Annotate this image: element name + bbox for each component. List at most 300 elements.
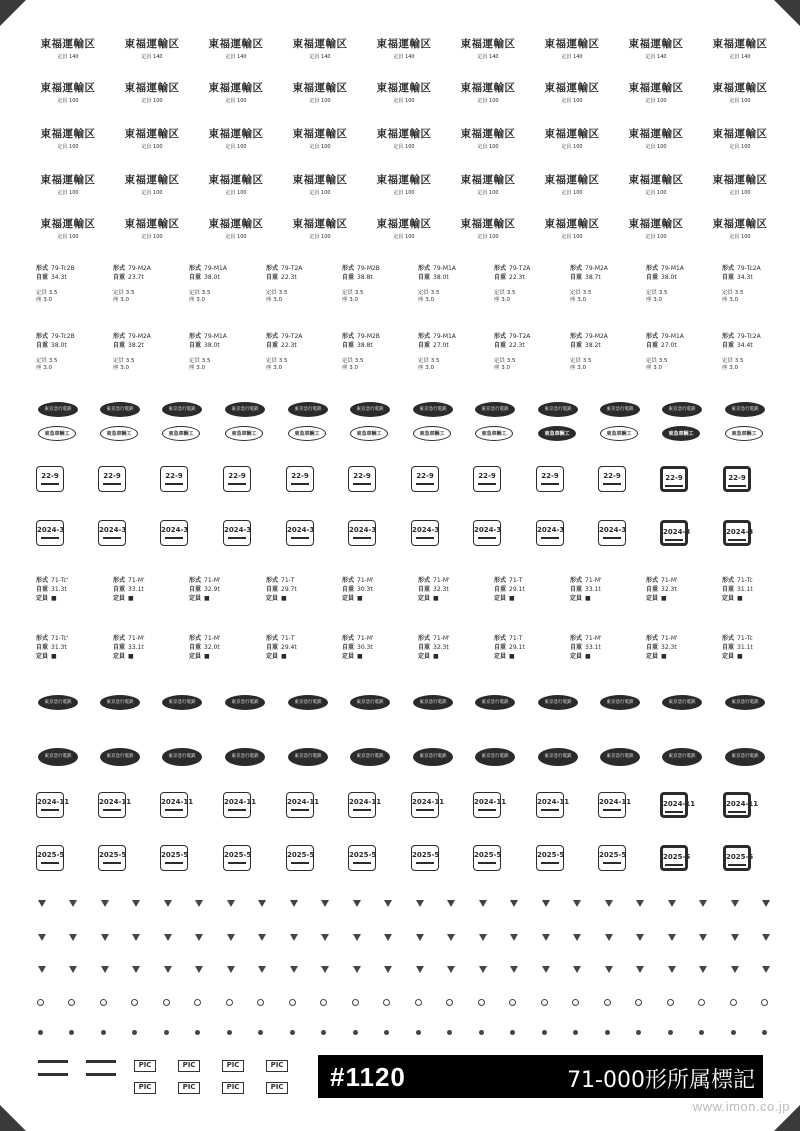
plate-type: 形式 79-M2A	[570, 265, 608, 272]
inspection-date: 2025-5	[663, 853, 691, 861]
inspection-box	[286, 845, 314, 871]
company-oval: 東京急行電鉄	[600, 695, 640, 710]
inspection-underline	[541, 862, 559, 864]
depot-caption: 定員 100	[225, 144, 247, 150]
capacity-plate	[722, 332, 790, 350]
depot-mark	[536, 216, 608, 240]
depot-label: 東福運輸区	[544, 174, 600, 186]
inspection-date: 2024-11	[99, 798, 132, 806]
depot-caption: 定員 100	[141, 234, 163, 240]
triangle-mark	[479, 934, 487, 941]
plate-weight: 自重 30.3t	[342, 586, 373, 593]
pic-label: PIC	[134, 1082, 156, 1094]
capacity-plate-71	[189, 634, 257, 661]
capacity-values	[36, 358, 78, 372]
capacity-values	[189, 358, 231, 372]
company-oval: 東京急行電鉄	[288, 695, 328, 710]
inspection-box	[536, 845, 564, 871]
circle-mark	[194, 999, 201, 1006]
capacity-plate	[189, 264, 257, 282]
capacity-plate-71	[570, 634, 638, 661]
plate-weight: 自重 30.3t	[342, 644, 373, 651]
cap-value: 座 3.0	[722, 297, 738, 303]
sheet-title: 71-000形所属標記	[567, 1068, 755, 1093]
capacity-plate-71	[36, 634, 104, 661]
dot-mark	[510, 1030, 515, 1035]
depot-mark	[452, 172, 524, 196]
inspection-box	[98, 520, 126, 546]
inspection-box	[536, 466, 564, 492]
company-oval-small: 東京急行電鉄	[100, 748, 140, 766]
plate-type: 形式 71-M'	[113, 577, 145, 584]
inspection-box	[36, 466, 64, 492]
plate-weight: 自重 32.3t	[646, 586, 677, 593]
maker-oval-top: 東京急行電鉄	[600, 402, 640, 417]
triangle-mark	[762, 934, 770, 941]
company-oval: 東京急行電鉄	[475, 695, 515, 710]
capacity-plate	[113, 264, 181, 282]
dot-mark	[290, 1030, 295, 1035]
plate-type: 形式 71-M'	[570, 635, 602, 642]
inspection-underline	[728, 811, 746, 813]
dash-mark	[38, 1073, 68, 1076]
triangle-mark	[416, 934, 424, 941]
inspection-date: 2024-11	[474, 798, 507, 806]
depot-label: 東福運輸区	[544, 38, 600, 50]
depot-caption: 定員 140	[729, 54, 751, 60]
triangle-mark	[416, 900, 424, 907]
plate-weight: 自重 34.3t	[36, 274, 67, 281]
capacity-plate	[570, 264, 638, 282]
circle-mark	[131, 999, 138, 1006]
capacity-values	[113, 358, 155, 372]
product-number: #1120	[330, 1062, 406, 1092]
capacity-plate	[418, 332, 486, 350]
maker-oval-bottom: 東急車輌工	[350, 426, 388, 441]
depot-mark	[620, 80, 692, 104]
depot-caption: 定員 100	[561, 144, 583, 150]
plate-weight: 自重 38.8t	[342, 342, 373, 349]
plate-weight: 自重 34.4t	[722, 342, 753, 349]
plate-type: 形式 79-T2A	[266, 333, 303, 340]
plate-type: 形式 79-M2B	[342, 333, 380, 340]
triangle-mark	[762, 966, 770, 973]
plate-capacity: 定員 ■	[113, 595, 134, 602]
depot-mark	[284, 36, 356, 60]
dot-mark	[101, 1030, 106, 1035]
maker-oval-bottom: 東急車輌工	[475, 426, 513, 441]
cap-value: 定員 3.5	[189, 358, 211, 364]
triangle-mark	[699, 900, 707, 907]
inspection-underline	[603, 862, 621, 864]
plate-type: 形式 71-M'	[418, 635, 450, 642]
triangle-mark	[479, 966, 487, 973]
depot-caption: 定員 100	[393, 98, 415, 104]
triangle-mark	[132, 900, 140, 907]
plate-type: 形式 71-Tc'	[36, 635, 69, 642]
company-oval-small: 東京急行電鉄	[413, 748, 453, 766]
depot-mark	[32, 126, 104, 150]
capacity-plate-71	[113, 634, 181, 661]
depot-mark	[536, 80, 608, 104]
inspection-date: 2024-3	[99, 526, 127, 534]
capacity-plate-71	[646, 634, 714, 661]
inspection-underline	[228, 862, 246, 864]
inspection-date: 22-9	[665, 474, 683, 482]
inspection-underline	[353, 809, 371, 811]
circle-mark	[698, 999, 705, 1006]
capacity-plate-71	[494, 634, 562, 661]
dash-mark	[38, 1060, 68, 1063]
capacity-plate-71	[113, 576, 181, 603]
triangle-mark	[195, 900, 203, 907]
plate-type: 形式 79-M2B	[342, 265, 380, 272]
depot-label: 東福運輸区	[712, 174, 768, 186]
cap-value: 定員 3.5	[570, 290, 592, 296]
depot-mark	[368, 126, 440, 150]
depot-caption: 定員 100	[729, 98, 751, 104]
circle-mark	[667, 999, 674, 1006]
dot-mark	[731, 1030, 736, 1035]
circle-mark	[100, 999, 107, 1006]
depot-mark	[200, 126, 272, 150]
circle-mark	[761, 999, 768, 1006]
inspection-underline	[165, 537, 183, 539]
capacity-plate	[36, 264, 104, 282]
plate-type: 形式 71-Tc	[722, 577, 753, 584]
plate-weight: 自重 29.1t	[494, 644, 525, 651]
plate-weight: 自重 27.0t	[646, 342, 677, 349]
company-oval: 東京急行電鉄	[162, 695, 202, 710]
inspection-underline	[103, 809, 121, 811]
depot-mark	[200, 216, 272, 240]
plate-capacity: 定員 ■	[342, 595, 363, 602]
capacity-plate	[113, 332, 181, 350]
inspection-box	[98, 466, 126, 492]
inspection-box	[723, 845, 754, 871]
plate-type: 形式 79-Tc2B	[36, 265, 75, 272]
plate-type: 形式 71-M'	[189, 635, 221, 642]
dot-mark	[384, 1030, 389, 1035]
dot-mark	[762, 1030, 767, 1035]
maker-oval-bottom: 東急車輌工	[600, 426, 638, 441]
triangle-mark	[542, 934, 550, 941]
inspection-underline	[416, 483, 434, 485]
plate-capacity: 定員 ■	[494, 595, 515, 602]
plate-weight: 自重 33.1t	[570, 644, 601, 651]
company-oval: 東京急行電鉄	[350, 695, 390, 710]
inspection-underline	[478, 537, 496, 539]
capacity-plate-71	[266, 634, 334, 661]
inspection-date: 2025-5	[37, 851, 65, 859]
capacity-plate	[570, 332, 638, 350]
pic-label: PIC	[266, 1082, 288, 1094]
depot-mark	[620, 172, 692, 196]
inspection-box	[160, 520, 188, 546]
cap-value: 座 3.0	[113, 297, 129, 303]
inspection-box	[98, 845, 126, 871]
plate-capacity: 定員 ■	[266, 595, 287, 602]
inspection-underline	[541, 809, 559, 811]
depot-mark	[452, 216, 524, 240]
depot-label: 東福運輸区	[460, 38, 516, 50]
maker-oval-bottom: 東急車輌工	[413, 426, 451, 441]
circle-mark	[68, 999, 75, 1006]
capacity-plate	[36, 332, 104, 350]
maker-oval-top: 東京急行電鉄	[225, 402, 265, 417]
plate-weight: 自重 32.3t	[418, 644, 449, 651]
depot-mark	[452, 36, 524, 60]
corner-tr	[774, 0, 800, 26]
circle-mark	[730, 999, 737, 1006]
inspection-date: 2024-3	[412, 526, 440, 534]
depot-mark	[620, 216, 692, 240]
triangle-mark	[69, 966, 77, 973]
inspection-box	[223, 466, 251, 492]
triangle-mark	[101, 966, 109, 973]
inspection-date: 2024-11	[726, 800, 759, 808]
plate-capacity: 定員 ■	[266, 653, 287, 660]
depot-caption: 定員 100	[729, 234, 751, 240]
inspection-underline	[416, 809, 434, 811]
depot-mark	[116, 216, 188, 240]
triangle-mark	[636, 934, 644, 941]
maker-oval-top: 東京急行電鉄	[100, 402, 140, 417]
inspection-date: 22-9	[41, 472, 59, 480]
plate-type: 形式 71-T	[266, 577, 295, 584]
inspection-underline	[603, 809, 621, 811]
inspection-underline	[665, 864, 683, 866]
inspection-underline	[353, 483, 371, 485]
depot-label: 東福運輸区	[544, 128, 600, 140]
capacity-values	[494, 358, 536, 372]
triangle-mark	[195, 934, 203, 941]
company-oval-small: 東京急行電鉄	[288, 748, 328, 766]
cap-value: 座 3.0	[646, 365, 662, 371]
plate-weight: 自重 23.7t	[113, 274, 144, 281]
inspection-date: 2025-5	[412, 851, 440, 859]
dot-mark	[447, 1030, 452, 1035]
depot-label: 東福運輸区	[712, 128, 768, 140]
depot-label: 東福運輸区	[460, 174, 516, 186]
triangle-mark	[510, 966, 518, 973]
inspection-box	[348, 792, 382, 818]
triangle-mark	[321, 966, 329, 973]
inspection-box	[98, 792, 132, 818]
inspection-box	[160, 792, 194, 818]
cap-value: 座 3.0	[570, 297, 586, 303]
inspection-date: 2024-11	[224, 798, 257, 806]
capacity-values	[342, 290, 384, 304]
plate-capacity: 定員 ■	[36, 595, 57, 602]
inspection-date: 2025-5	[99, 851, 127, 859]
depot-label: 東福運輸区	[460, 128, 516, 140]
triangle-mark	[605, 934, 613, 941]
depot-mark	[452, 80, 524, 104]
plate-weight: 自重 33.1t	[570, 586, 601, 593]
inspection-box	[36, 845, 64, 871]
inspection-box	[286, 520, 314, 546]
plate-weight: 自重 38.8t	[342, 274, 373, 281]
dash-mark	[86, 1060, 116, 1063]
capacity-plate	[418, 264, 486, 282]
depot-caption: 定員 140	[57, 54, 79, 60]
capacity-plate	[266, 264, 334, 282]
depot-caption: 定員 100	[141, 98, 163, 104]
depot-label: 東福運輸区	[124, 38, 180, 50]
inspection-underline	[478, 483, 496, 485]
circle-mark	[635, 999, 642, 1006]
plate-type: 形式 71-M'	[189, 577, 221, 584]
maker-oval-top: 東京急行電鉄	[162, 402, 202, 417]
depot-caption: 定員 100	[309, 98, 331, 104]
depot-caption: 定員 100	[57, 98, 79, 104]
capacity-plate	[722, 264, 790, 282]
inspection-date: 2024-3	[287, 526, 315, 534]
title-bar	[318, 1055, 763, 1098]
inspection-box	[660, 845, 691, 871]
inspection-box	[660, 466, 688, 492]
depot-label: 東福運輸区	[544, 218, 600, 230]
inspection-date: 22-9	[603, 472, 621, 480]
dot-mark	[38, 1030, 43, 1035]
pic-label: PIC	[178, 1082, 200, 1094]
pic-label: PIC	[266, 1060, 288, 1072]
maker-oval-bottom: 東急車輌工	[100, 426, 138, 441]
company-oval: 東京急行電鉄	[662, 695, 702, 710]
inspection-underline	[41, 537, 59, 539]
plate-type: 形式 79-M1A	[189, 265, 227, 272]
inspection-date: 2025-5	[224, 851, 252, 859]
inspection-underline	[228, 483, 246, 485]
depot-mark	[704, 36, 776, 60]
depot-label: 東福運輸区	[292, 174, 348, 186]
dot-mark	[321, 1030, 326, 1035]
triangle-mark	[38, 900, 46, 907]
inspection-underline	[291, 862, 309, 864]
triangle-mark	[353, 934, 361, 941]
plate-capacity: 定員 ■	[646, 653, 667, 660]
inspection-underline	[603, 537, 621, 539]
company-oval: 東京急行電鉄	[100, 695, 140, 710]
dot-mark	[542, 1030, 547, 1035]
triangle-mark	[542, 900, 550, 907]
plate-type: 形式 71-Tc'	[36, 577, 69, 584]
depot-label: 東福運輸区	[712, 38, 768, 50]
plate-type: 形式 79-T2A	[494, 333, 531, 340]
capacity-values	[266, 358, 308, 372]
inspection-box	[723, 792, 759, 818]
inspection-date: 2024-3	[663, 528, 691, 536]
inspection-box	[286, 466, 314, 492]
depot-label: 東福運輸区	[628, 218, 684, 230]
circle-mark	[541, 999, 548, 1006]
triangle-mark	[731, 900, 739, 907]
depot-caption: 定員 100	[141, 144, 163, 150]
plate-type: 形式 79-M2A	[113, 333, 151, 340]
capacity-plate	[342, 264, 410, 282]
triangle-mark	[132, 934, 140, 941]
plate-weight: 自重 31.1t	[722, 586, 753, 593]
triangle-mark	[573, 900, 581, 907]
plate-weight: 自重 38.0t	[189, 274, 220, 281]
inspection-date: 2025-5	[161, 851, 189, 859]
capacity-values	[418, 290, 460, 304]
depot-mark	[536, 36, 608, 60]
plate-weight: 自重 22.3t	[494, 274, 525, 281]
plate-type: 形式 71-M'	[570, 577, 602, 584]
capacity-plate-71	[722, 634, 790, 661]
inspection-box	[411, 792, 445, 818]
depot-label: 東福運輸区	[124, 218, 180, 230]
plate-capacity: 定員 ■	[494, 653, 515, 660]
depot-label: 東福運輸区	[124, 128, 180, 140]
inspection-underline	[541, 537, 559, 539]
depot-mark	[32, 80, 104, 104]
circle-mark	[383, 999, 390, 1006]
capacity-values	[266, 290, 308, 304]
plate-weight: 自重 31.3t	[36, 586, 67, 593]
inspection-underline	[165, 862, 183, 864]
plate-type: 形式 79-Tc2A	[722, 265, 761, 272]
maker-oval-bottom: 東急車輌工	[725, 426, 763, 441]
inspection-box	[660, 520, 691, 546]
plate-weight: 自重 32.3t	[418, 586, 449, 593]
depot-caption: 定員 140	[393, 54, 415, 60]
plate-type: 形式 79-Tc2A	[722, 333, 761, 340]
triangle-mark	[290, 966, 298, 973]
capacity-plate	[266, 332, 334, 350]
inspection-underline	[41, 809, 59, 811]
triangle-mark	[510, 934, 518, 941]
circle-mark	[572, 999, 579, 1006]
dash-mark	[86, 1073, 116, 1076]
triangle-mark	[101, 900, 109, 907]
plate-weight: 自重 33.1t	[113, 644, 144, 651]
inspection-box	[223, 792, 257, 818]
cap-value: 座 3.0	[189, 297, 205, 303]
inspection-box	[223, 845, 251, 871]
triangle-mark	[321, 900, 329, 907]
inspection-box	[473, 792, 507, 818]
inspection-box	[160, 845, 188, 871]
capacity-values	[113, 290, 155, 304]
triangle-mark	[258, 966, 266, 973]
circle-mark	[289, 999, 296, 1006]
cap-value: 定員 3.5	[646, 290, 668, 296]
inspection-date: 2025-5	[287, 851, 315, 859]
depot-caption: 定員 140	[645, 54, 667, 60]
inspection-box	[36, 520, 64, 546]
dot-mark	[416, 1030, 421, 1035]
depot-caption: 定員 140	[561, 54, 583, 60]
inspection-underline	[103, 483, 121, 485]
depot-mark	[704, 216, 776, 240]
maker-oval-top: 東京急行電鉄	[350, 402, 390, 417]
inspection-underline	[665, 811, 683, 813]
inspection-date: 22-9	[228, 472, 246, 480]
depot-caption: 定員 100	[729, 144, 751, 150]
triangle-mark	[227, 934, 235, 941]
inspection-underline	[165, 483, 183, 485]
cap-value: 定員 3.5	[494, 290, 516, 296]
dot-mark	[132, 1030, 137, 1035]
plate-capacity: 定員 ■	[189, 653, 210, 660]
cap-value: 座 3.0	[570, 365, 586, 371]
plate-type: 形式 71-M'	[646, 635, 678, 642]
cap-value: 座 3.0	[342, 297, 358, 303]
inspection-underline	[103, 862, 121, 864]
